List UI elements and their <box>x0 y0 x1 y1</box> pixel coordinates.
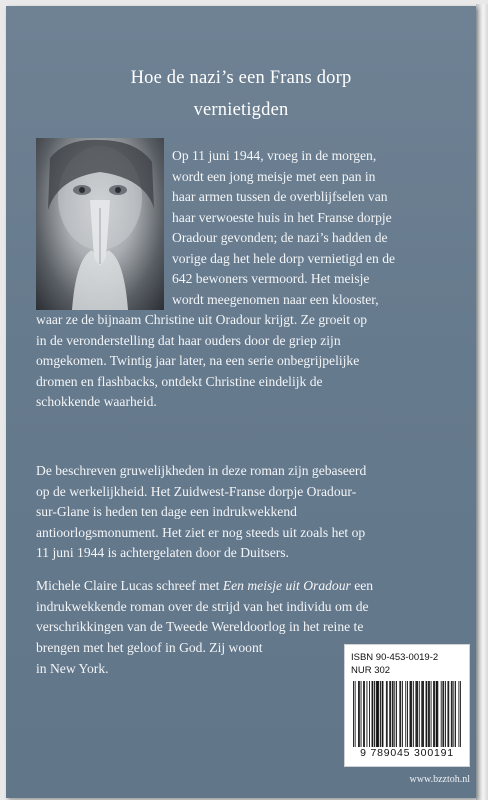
barcode-bar <box>363 681 364 747</box>
barcode-bar <box>410 681 411 747</box>
text-line: omgekomen. Twintig jaar later, na een serie onbegrijpelijke <box>36 353 360 368</box>
barcode-bar <box>367 681 368 747</box>
text-line: 11 juni 1944 is achtergelaten door de Duitsers. <box>36 545 289 560</box>
text-line: haar armen tussen de overblijfselen van <box>172 189 388 204</box>
barcode-bar <box>455 681 456 747</box>
barcode-bar <box>396 681 397 747</box>
book-edge <box>476 4 488 800</box>
paragraph-3-end <box>36 638 336 679</box>
barcode-bar <box>399 681 400 747</box>
barcode-bar <box>407 681 408 747</box>
barcode-bar <box>394 681 395 747</box>
barcode-bar <box>434 681 435 747</box>
barcode-bar <box>433 681 434 747</box>
barcode-bar <box>369 681 370 747</box>
text-line: schokkende waarheid. <box>36 394 157 409</box>
text-line: wordt meegenomen naar een klooster, <box>172 291 379 307</box>
text-line: haar verwoeste huis in het Franse dorpje <box>172 209 392 225</box>
barcode-bar <box>416 681 417 747</box>
nur-text: NUR 302 <box>351 665 391 676</box>
paragraph-1-bottom <box>36 310 476 413</box>
text-run: Michele Claire Lucas schreef met <box>36 578 223 593</box>
text-line: indrukwekkende roman over de strijd van het individu om de <box>36 598 369 614</box>
barcode-bar <box>372 681 373 747</box>
barcode-bar <box>353 681 354 747</box>
barcode-bar <box>419 681 420 747</box>
paragraph-1-top <box>172 146 468 310</box>
barcode-bar <box>441 681 442 747</box>
barcode-bar <box>389 681 390 747</box>
barcode-bar <box>386 681 387 747</box>
barcode-bar <box>437 681 438 747</box>
barcode-bar <box>355 681 356 747</box>
text-line: waar ze de bijnaam Christine uit Oradour krijgt. Ze groeit op <box>36 312 368 327</box>
barcode-bar <box>364 681 365 747</box>
back-cover <box>6 6 476 798</box>
barcode-bar <box>382 681 383 747</box>
barcode-bar <box>445 681 446 747</box>
isbn-block <box>351 651 438 677</box>
barcode-bar <box>372 681 373 747</box>
barcode-bar <box>431 681 432 747</box>
paragraph-2 <box>36 461 476 564</box>
barcode-bar <box>358 681 359 747</box>
barcode-bar <box>411 681 412 747</box>
text-line: Op 11 juni 1944, vroeg in de morgen, <box>172 148 377 163</box>
publisher-website: www.bzztoh.nl <box>409 774 470 785</box>
barcode-bar <box>410 681 411 747</box>
barcode-bar <box>443 681 444 747</box>
text-line: in New York. <box>36 660 109 676</box>
text-line: dromen en flashbacks, ontdekt Christine eindelijk de <box>36 373 323 389</box>
barcode-bar <box>426 681 427 747</box>
barcode-bar <box>458 681 459 747</box>
barcode-bar <box>374 681 375 747</box>
barcode-bar <box>400 681 401 747</box>
barcode-bar <box>378 681 379 747</box>
barcode-bar <box>436 681 437 747</box>
cover-title-line-2: vernietigden <box>193 100 289 120</box>
barcode-bar <box>359 681 360 747</box>
barcode-bar <box>377 681 378 747</box>
barcode-bar <box>393 681 394 747</box>
barcode-bar <box>423 681 424 747</box>
barcode-bar <box>422 681 423 747</box>
barcode-bar <box>415 681 416 747</box>
text-line: antioorlogsmonument. Het ziet er nog steeds uit zoals het op <box>36 524 366 540</box>
text-line: Oradour gevonden; de nazi’s hadden de <box>172 230 388 245</box>
barcode-bar <box>448 681 449 747</box>
text-run: een <box>350 578 374 593</box>
barcode-bar <box>421 681 422 747</box>
paragraph-3 <box>36 576 476 638</box>
text-line: sur-Glane is heden ten dage een indrukwekkend <box>36 504 297 519</box>
text-line: wordt een jong meisje met een pan in <box>172 168 376 184</box>
text-line: in de veronderstelling dat haar ouders door de griep zijn <box>36 332 341 348</box>
text-line: vorige dag het hele dorp vernietigd en de <box>172 250 396 266</box>
barcode-bar <box>428 681 429 747</box>
text-line: verschrikkingen van de Tweede Wereldoorlog in het reine te <box>36 619 364 634</box>
barcode-bar <box>460 681 461 747</box>
barcode-bar <box>376 681 377 747</box>
isbn-text: ISBN 90-453-0019-2 <box>351 652 439 663</box>
text-line: op de werkelijkheid. Het Zuidwest-Franse dorpje Oradour- <box>36 483 357 499</box>
barcode-bar <box>451 681 452 747</box>
barcode-bar <box>452 681 453 747</box>
text-line: 642 bewoners vermoord. Het meisje <box>172 271 370 286</box>
barcode-label <box>344 644 470 767</box>
barcode-bar <box>426 681 427 747</box>
barcode-bar <box>387 681 388 747</box>
barcode-bar <box>448 681 449 747</box>
girl-portrait-photo <box>36 138 164 310</box>
barcode-bar <box>402 681 403 747</box>
barcode-bar <box>392 681 393 747</box>
barcode-bar <box>383 681 384 747</box>
barcode-bar <box>453 681 454 747</box>
barcode-bar <box>390 681 391 747</box>
barcode-bar <box>413 681 414 747</box>
barcode-bar <box>377 681 378 747</box>
barcode-bar <box>417 681 418 747</box>
barcode-bar <box>380 681 381 747</box>
text-line <box>36 576 476 597</box>
barcode-number: 9 789045 300191 <box>360 747 454 759</box>
text-line: De beschreven gruwelijkheden in deze roman zijn gebaseerd <box>36 463 367 478</box>
barcode-bars <box>353 681 461 747</box>
barcode-bar <box>405 681 406 747</box>
text-line: brengen met het geloof in God. Zij woont <box>36 640 263 655</box>
barcode-bar <box>361 681 362 747</box>
barcode-bar <box>429 681 430 747</box>
cover-title-line-1: Hoe de nazi’s een Frans dorp <box>130 68 352 88</box>
portrait-illustration <box>36 138 164 310</box>
barcode-bar <box>442 681 443 747</box>
book-title-italic: Een meisje uit Oradour <box>222 578 351 593</box>
barcode-bar <box>437 681 438 747</box>
